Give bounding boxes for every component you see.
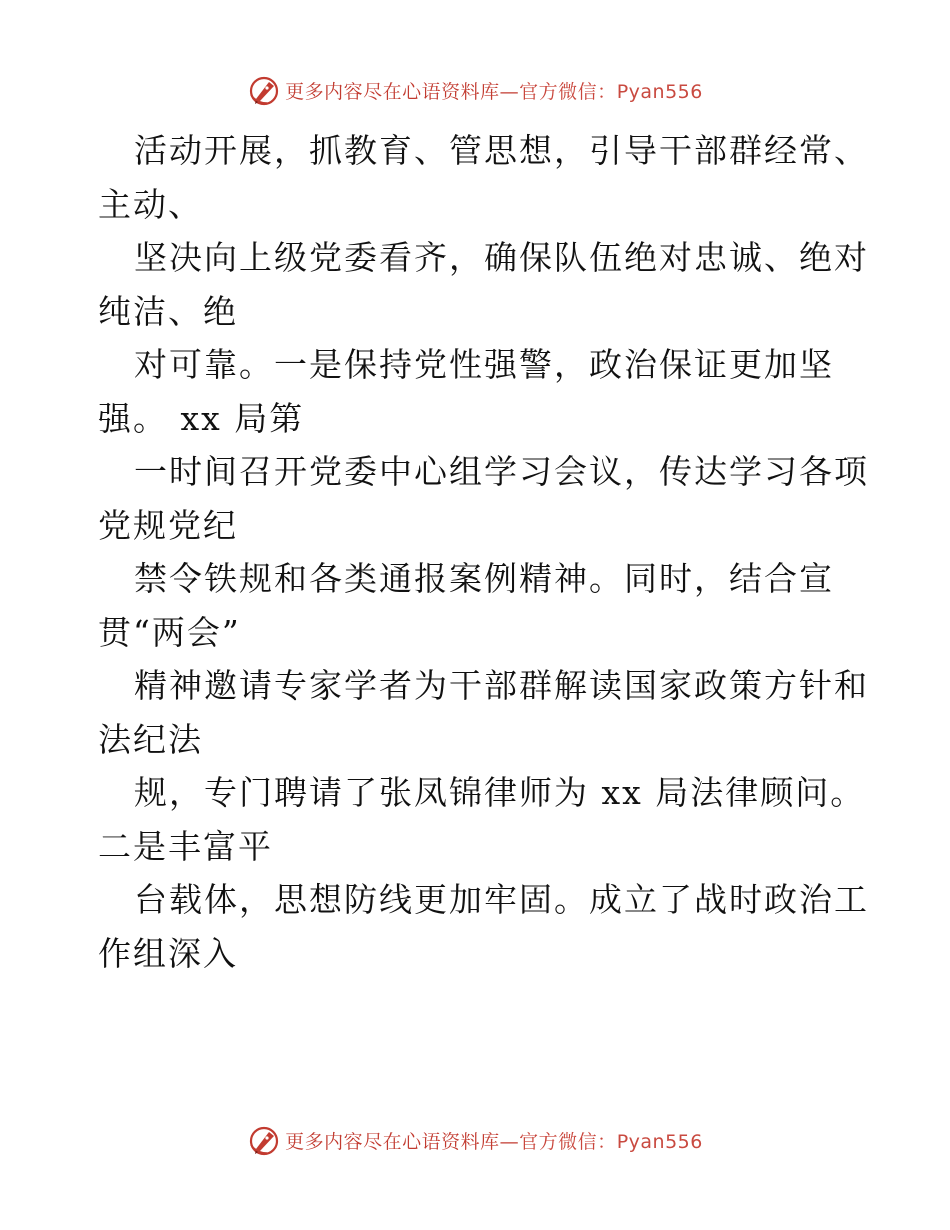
footer-site-name: 更多内容尽在心语资料库 — [285, 1130, 500, 1153]
text-line: 贯“两会” — [98, 612, 241, 652]
header-banner-text — [285, 77, 703, 104]
text-line: 主动、 — [98, 184, 203, 224]
text-line: 强。 xx 局第 — [98, 398, 305, 438]
header-banner — [0, 70, 950, 110]
header-site-name: 更多内容尽在心语资料库 — [285, 80, 500, 103]
footer-banner — [0, 1120, 950, 1160]
header-separator: — — [499, 80, 520, 103]
text-line: 禁令铁规和各类通报案例精神。同时，结合宣 — [134, 559, 834, 598]
text-line: 一时间召开党委中心组学习会议，传达学习各项 — [134, 452, 869, 491]
footer-account: Pyan556 — [616, 1130, 703, 1153]
text-line: 精神邀请专家学者为干部群解读国家政策方针和 — [134, 666, 869, 705]
pen-nib-logo-icon — [247, 1123, 281, 1157]
text-line: 对可靠。一是保持党性强警，政治保证更加坚 — [134, 345, 834, 384]
footer-wechat-label: 官方微信： — [519, 1130, 617, 1153]
text-line: 活动开展，抓教育、管思想，引导干部群经常、 — [134, 131, 869, 170]
header-account: Pyan556 — [616, 80, 703, 103]
text-line: 台载体，思想防线更加牢固。成立了战时政治工 — [134, 880, 869, 919]
text-line: 规，专门聘请了张凤锦律师为 xx 局法律顾问。 — [134, 773, 866, 812]
header-banner-content[interactable] — [247, 73, 703, 107]
footer-banner-text — [285, 1127, 703, 1154]
text-line: 二是丰富平 — [98, 826, 273, 866]
text-line: 纯洁、绝 — [98, 291, 238, 331]
text-line: 法纪法 — [98, 719, 203, 759]
footer-banner-content[interactable] — [247, 1123, 703, 1157]
text-line: 党规党纪 — [98, 505, 238, 545]
text-line: 坚决向上级党委看齐，确保队伍绝对忠诚、绝对 — [134, 238, 869, 277]
footer-separator: — — [499, 1130, 520, 1153]
pen-nib-logo-icon — [247, 73, 281, 107]
body-text — [98, 124, 869, 980]
header-wechat-label: 官方微信： — [519, 80, 617, 103]
text-line: 作组深入 — [98, 933, 238, 973]
